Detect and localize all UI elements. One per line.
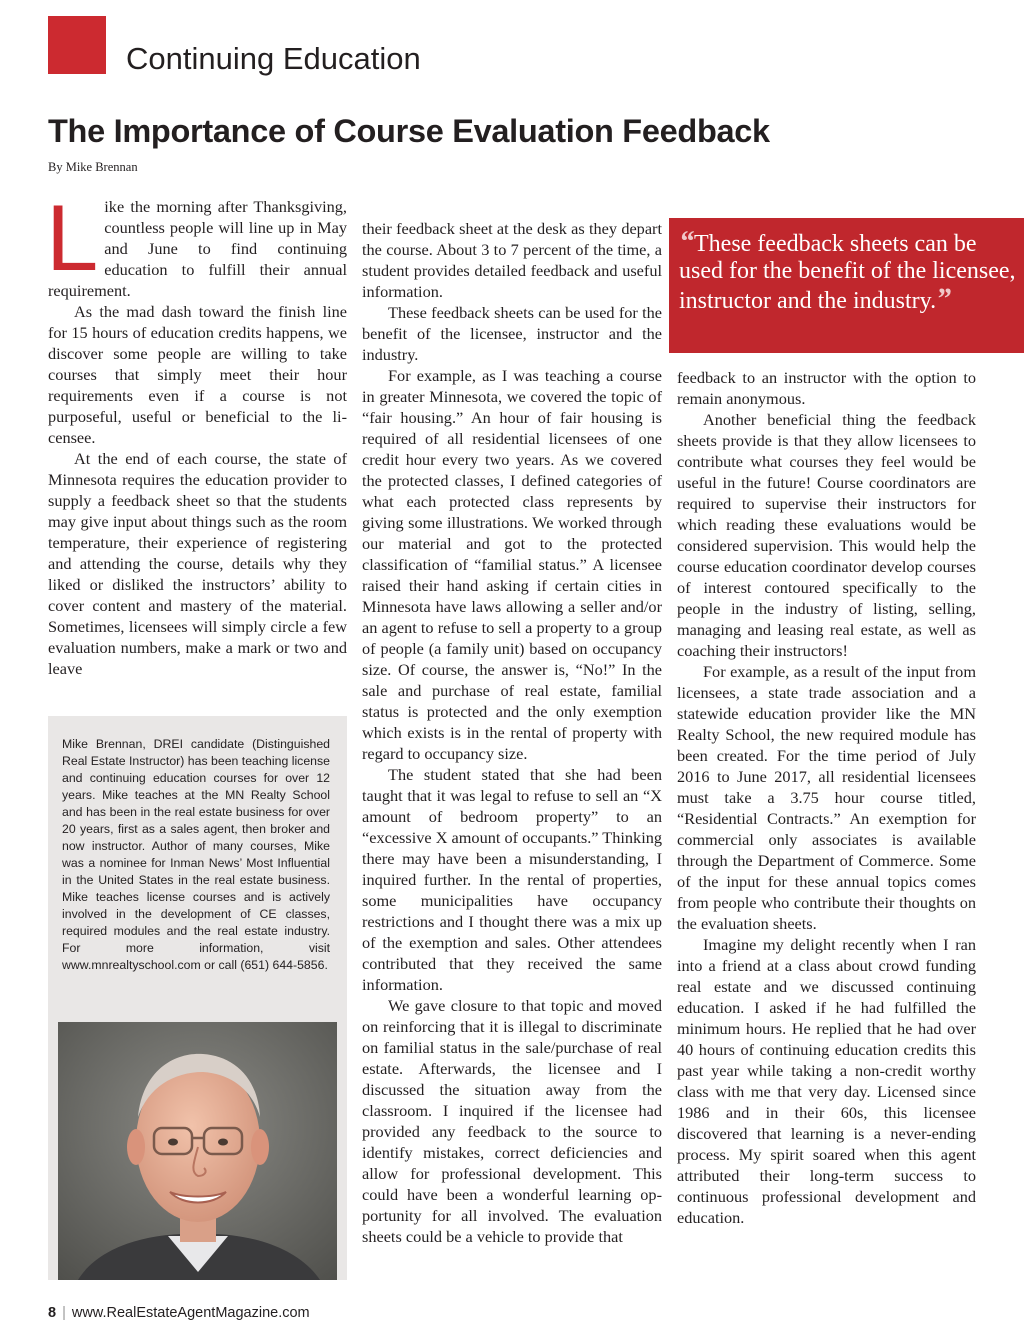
footer-separator: |: [62, 1305, 66, 1321]
author-bio-box: [48, 716, 347, 1280]
page-number: 8: [48, 1305, 57, 1321]
article-paragraph: Another beneficial thing the feedback sheets provide is that they allow licensees to contribute what courses they feel would be useful in the future! Course coordinators are required to supervise their instructors for which reading these evaluations would be considered supervision. This would help the course education coordinator develop courses of interest contoured specifically to the people in the industry of listing, selling, managing and leasing real estate, as well as coaching their instructors!: [677, 410, 976, 660]
website-link[interactable]: www.RealEstateAgentMagazine.com: [71, 1305, 310, 1321]
article-paragraph: For example, as a result of the input from licensees, a state trade association and a statewide education provider like the MN Realty School, the new required module has been created. For the time period of July 2016 to June 2017, all residential licensees must take a 3.75 hour course titled, “Residential Contracts.” An exemption for commercial only associates is available through the Department of Commerce. Some of the input for these annual topics comes from people who contribute their thoughts on the evaluation sheets.: [677, 662, 976, 933]
article-paragraph: These feedback sheets can be used for the benefit of the licensee, instructor and the industry.: [362, 303, 662, 364]
article-paragraph: Imagine my delight recently when I ran into a friend at a class about crowd funding real estate and we discussed continuing education. I asked if he had fulfilled the minimum hours. He replied that he had over 40 hours of continuing education credits this past year while taking a non-credit worthy class with me that very day. Licensed since 1986 and in their 60s, this licensee discovered that learning is a never-ending process. My spirit soared when this agent attributed their long-term success to continuous professional development and education.: [677, 935, 976, 1227]
article-paragraph: As the mad dash toward the finish line for 15 hours of education credits happens, we discover some people are willing to take courses that simply meet their hour requirements even if a course is not purposeful, useful or beneficial to the licensee.: [48, 302, 347, 447]
pull-quote: [669, 218, 1024, 353]
pull-quote-text: These feedback sheets can be used for the benefit of the licensee, instructor and the industry.: [679, 231, 1016, 314]
article-paragraph: feedback to an instructor with the option to remain anonymous.: [677, 368, 976, 408]
article-paragraph: We gave closure to that topic and moved on reinforcing that it is illegal to discriminate on familial status in the sale/purchase of real estate. Afterwards, the licensee and I discussed the situation away from the classroom. I inquired if the licensee had provided any feedback to the source to identify mistakes, correct deficiencies and allow for professional development. This could have been a wonderful learning opportunity for all involved. The evaluation sheets could be a vehicle to provide that: [362, 996, 662, 1246]
author-bio-text: Mike Brennan, DREI candidate (Distinguished Real Estate Instructor) has been teaching license and continuing education courses for over 12 years. Mike teaches at the MN Realty School and has been in the real estate business for over 20 years, first as a sales agent, then broker and now instructor. Author of many courses, Mike was a nominee for Inman News’ Most Influential in the United States in the real estate business. Mike teaches license courses and is actively involved in the development of CE classes, required modules and the real estate industry. For more information, visit www.mnrealtyschool.com or call (651) 644-5856.: [62, 737, 330, 972]
close-quote-icon: ”: [936, 282, 952, 315]
article-title: The Importance of Course Evaluation Feedback: [48, 113, 770, 149]
author-portrait-icon: [58, 1022, 337, 1280]
article-paragraph: For example, as I was teaching a course in greater Minnesota, we covered the topic of “fair housing.” An hour of fair housing is required of all residential licensees of one credit hour every two years. As we covered the protected classes, I defined categories of what each protected class represents by giving some illustrations. We worked through our material and got to the protected classification of “familial status.” A licensee raised their hand asking if certain cities in Minnesota have laws allowing a seller and/or an agent to refuse to sell a property to a group of people (a family unit) based on occupancy size. Of course, the answer is, “No!” In the sale and purchase of real estate, familial status is protected and the only exemption which exists is in the rental of property with regard to occupancy size.: [362, 366, 662, 763]
drop-cap: L: [46, 185, 99, 290]
article-column-3: [677, 367, 976, 1228]
article-paragraph: The student stated that she had been taught that it was legal to refuse to sell an “X amount of bedroom property” to an “excessive X amount of occupants.” Thinking there may have been a misunderstanding, I inquired further. In the rental of properties, some municipalities have occupancy restrictions and I thought there was a mix up of the exemption and sales. Other attendees contributed that they received the same information.: [362, 765, 662, 994]
open-quote-icon: “: [679, 225, 694, 258]
section-color-block: [48, 16, 106, 74]
article-paragraph: Like the morning after Thanksgiving, countless people will line up in May and June to find continuing education to fulfill their annual requirement.: [46, 185, 347, 300]
article-paragraph: their feedback sheet at the desk as they depart the course. About 3 to 7 percent of the time, a student provides detailed feedback and useful information.: [362, 219, 662, 301]
article-column-1: [46, 185, 347, 679]
article-paragraph: At the end of each course, the state of Minnesota requires the education provider to supply a feedback sheet so that the students may give input about things such as the room temperature, their experience of registering and attending the course, details why they liked or disliked the instructors’ ability to cover content and mastery of the material. Sometimes, licensees will simply circle a few evaluation numbers, make a mark or two and leave: [48, 449, 347, 678]
article-column-2: [362, 218, 662, 1247]
byline: By Mike Brennan: [48, 160, 138, 174]
page-footer: [48, 1305, 310, 1321]
author-photo: [58, 1022, 337, 1280]
section-title: Continuing Education: [126, 41, 421, 76]
